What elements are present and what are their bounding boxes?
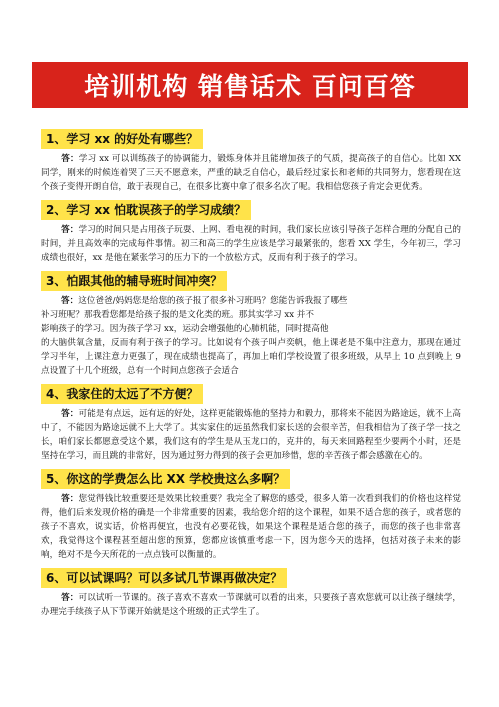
answer-body: 学习 xx 可以训练孩子的协调能力，锻炼身体并且能增加孩子的气质，提高孩子的自信心。比如 XX 同学，刚来的时候连着哭了三天不愿意来，严重的缺乏自信心，最后经过家长和老师的共同努力，您看现在这个孩子变得开朗自信，敢于表现自己，在很多比赛中拿了很多名次了呢。我相信您孩子肯定会更优秀。 — [41, 154, 461, 192]
question-heading: 5、你这的学费怎么比 XX 学校贵这么多啊？ — [41, 469, 290, 489]
question-heading: 2、学习 xx 怕耽误孩子的学习成绩？ — [41, 200, 251, 220]
page-title: 培训机构 销售话术 百问百答 — [84, 72, 416, 101]
answer-line: 的大脑供氧含量，反而有利于孩子的学习。比如说有个孩子叫卢奕帆，他上课老是不集中注意力，那现在通过学习半年，上课注意力更强了，现在成绩也提高了，再加上咱们学校设置了很多班级，从早上 10 点到晚上 9 点设置了十几个班级，总有一个时间点您孩子会适合 — [41, 338, 461, 376]
answer-text — [41, 294, 461, 378]
answer-body: 学习的时间只是占用孩子玩耍、上网、看电视的时间，我们家长应该引导孩子怎样合理的分配自己的时间，并且高效率的完成每件事情。初三和高三的学生应该是学习最紧张的，您看 XX 学生，今年初三，学习成绩也很好，xx 是他在紧张学习的压力下的一个放松方式，反而有利于孩子的学习。 — [41, 225, 461, 263]
answer-lead: 答： — [61, 593, 79, 603]
answer-body: 可以试听一节课的。孩子喜欢不喜欢一节课就可以看的出来，只要孩子喜欢您就可以让孩子继续学，办理完手续孩子从下节课开始就是这个班级的正式学生了。 — [41, 593, 461, 617]
answer-lead: 答： — [61, 409, 79, 419]
answer-body: 可能是有点远，远有远的好处，这样更能锻炼他的坚持力和毅力，那将来不能因为路途远，就不上高中了，不能因为路途远就不上大学了。其实家住的远虽然我们家长送的会很辛苦，但我相信为了孩子学一技之长，咱们家长都愿意受这个累，我们这有的学生是从玉龙口的，克井的，每天来回路程至少要两个小时，还是坚持在学习，而且跳的非常好，因为通过努力得到的孩子会更加珍惜，您的辛苦孩子都会感激在心的。 — [41, 409, 461, 461]
answer-lead: 答： — [61, 494, 79, 504]
qa-item-2 — [41, 199, 461, 265]
answer-text — [41, 492, 461, 562]
answer-text — [41, 591, 461, 619]
answer-line: 这位爸爸/妈妈您是给您的孩子报了很多补习班吗？您能告诉我报了哪些 — [78, 296, 348, 306]
answer-line: 补习班呢？那我看您都是给孩子报的是文化类的班。那其实学习 xx 并不 — [41, 310, 314, 320]
qa-item-1 — [41, 128, 461, 194]
answer-lead: 答： — [61, 296, 79, 306]
question-heading: 6、可以试课吗？可以多试几节课再做决定？ — [41, 568, 287, 588]
qa-item-5 — [41, 468, 461, 562]
answer-text — [41, 152, 461, 194]
qa-item-3 — [41, 270, 461, 378]
answer-line: 影响孩子的学习。因为孩子学习 xx，运动会增强他的心肺机能，同时提高他 — [41, 324, 329, 334]
qa-item-6 — [41, 567, 461, 619]
answer-body: 您觉得钱比较重要还是效果比较重要？我完全了解您的感受，很多人第一次看到我们的价格也这样觉得，他们后来发现价格的确是一个非常重要的因素，我给您介绍的这个课程，如果不适合您的孩子，或者您的孩子不喜欢，说实话，价格再便宜，也没有必要花钱，如果这个课程是适合您的孩子，而您的孩子也非常喜欢，我觉得这个课程甚至超出您的预算，您都应该慎重考虑一下，因为您今天的选择，包括对孩子未来的影响，绝对不是今天所花的一点点钱可以衡量的。 — [41, 494, 461, 560]
question-heading: 4、我家住的太远了不方便？ — [41, 384, 203, 404]
answer-text — [41, 407, 461, 463]
answer-lead: 答： — [61, 225, 79, 235]
answer-text — [41, 223, 461, 265]
title-banner — [32, 62, 468, 108]
qa-list — [41, 128, 461, 624]
question-heading: 3、怕跟其他的辅导班时间冲突？ — [41, 271, 227, 291]
qa-item-4 — [41, 383, 461, 463]
question-heading: 1、学习 xx 的好处有哪些？ — [41, 129, 203, 149]
answer-lead: 答： — [61, 154, 79, 164]
